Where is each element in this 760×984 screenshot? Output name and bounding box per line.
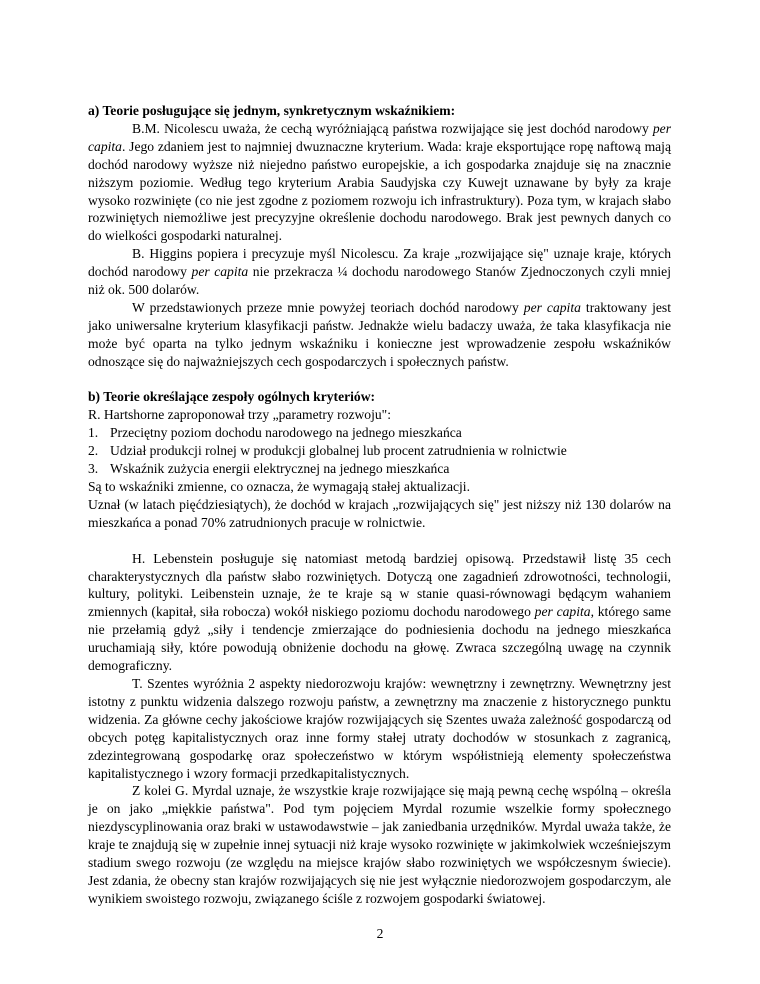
list-number: 2. [88,443,99,459]
blank-line [88,532,671,550]
italic-term: per capita [191,264,249,280]
list-item [88,460,671,478]
page-number: 2 [376,926,384,941]
list-item [88,424,671,442]
text-run: W przedstawionych przeze mnie powyżej teoriach dochód narodowy [132,299,524,315]
section-b-heading: b) Teorie określające zespoły ogólnych kryteriów: [88,389,376,405]
list-item [88,442,671,460]
list-text: Udział produkcji rolnej w produkcji globalnej lub procent zatrudnienia w rolnictwie [110,443,567,459]
paragraph-summary-a [88,299,671,371]
text-run: H. Lebenstein posługuje się natomiast metodą bardziej opisową. Przedstawił listę 35 cech charakterystycznych dla państw słabo rozwiniętych. Dotyczą one zagadnień zdrowotności, technologii, kultury, polityki. Leibenstein uznaje, że te kraje są w stanie quasi-równowagi będącym wahaniem zmiennych (kapitał, siła robocza) wokół niskiego poziomu dochodu narodowego [88,550,671,620]
italic-term: per capita [523,299,581,315]
text-run: traktowany jest jako uniwersalne kryterium klasyfikacji państw. Jednakże wielu badaczy uważa, że taka klasyfikacja nie może być oparta na tylko jednym wskaźniku i konieczne jest wprowadzenie zespołu wskaźników odnoszące się do najważniejszych cech gospodarczych i społecznych państw. [88,299,671,369]
parameters-list [88,424,671,478]
italic-term: per capita [534,604,591,620]
paragraph-higgins [88,245,671,299]
threshold-paragraph: Uznał (w latach pięćdziesiątych), że dochód w krajach „rozwijających się" jest niższy niż 130 dolarów na mieszkańca a ponad 70% zatrudnionych pracuje w rolnictwie. [88,496,671,530]
text-run: B.M. Nicolescu uważa, że cechą wyróżniającą państwa rozwijające się jest dochód narodowy [132,120,653,136]
text-run: . Jego zdaniem jest to najmniej dwuznaczne kryterium. Wada: kraje eksportujące ropę naftową mają dochód narodowy wyższe niż niejedno państwo europejskie, a ich gospodarka znajduje się na znacznie niższym poziomie. Według tego kryterium Arabia Saudyjska czy Kuwejt uznawane by były za kraje wysoko rozwinięte (co nie jest zgodne z poziomem rozwoju ich infrastruktury). Poza tym, w krajach słabo rozwiniętych niemożliwe jest precyzyjne określenie dochodu narodowego. Brak jest pewnych danych co do wielkości gospodarki naturalnej. [88,138,671,244]
hartshorne-intro: R. Hartshorne zaproponował trzy „parametry rozwoju": [88,407,391,423]
text-run: , którego same nie przełamią gdyż „siły i tendencje zmierzające do podniesienia dochodu na jednego mieszkańca uruchamiają siły, które powodują obniżenie dochodu na głowę. Zwraca szczególną uwagę na czynnik demograficzny. [88,604,671,674]
paragraph-lebenstein [88,550,671,675]
section-a-heading: a) Teorie posługujące się jednym, synkretycznym wskaźnikiem: [88,103,456,118]
page-content [88,102,671,908]
blank-line [88,371,671,389]
text-run: B. Higgins popiera i precyzuje myśl Nicolescu. Za kraje „rozwijające się" uznaje kraje, których dochód narodowy [88,246,671,280]
italic-term: per capita [88,120,671,154]
list-number: 3. [88,461,99,477]
text-run: nie przekracza ¼ dochodu narodowego Stanów Zjednoczonych czyli mniej niż ok. 500 dolarów. [88,264,671,298]
paragraph-myrdal: Z kolei G. Myrdal uznaje, że wszystkie kraje rozwijające się mają pewną cechę wspólną – określa je on jako „miękkie państwa". Pod tym pojęciem Myrdal rozumie wszelkie formy społecznego niezdyscyplinowania oraz braki w ustawodawstwie – jak zaniedbania urzędników. Myrdal uważa także, że kraje te znajdują się w zupełnie innej sytuacji niż kraje wysoko rozwinięte w jakimkolwiek wcześniejszym stadium swego rozwoju (ze względu na miejsce krajów słabo rozwiniętych we współczesnym świecie). Jest zdania, że obecny stan krajów rozwijających się nie jest wyłącznie niedorozwojem gospodarczym, ale wynikiem swoistego rozwoju, związanego ściśle z rozwojem gospodarki światowej. [88,783,671,906]
paragraph-nicolescu [88,120,671,245]
list-text: Przeciętny poziom dochodu narodowego na jednego mieszkańca [110,425,462,441]
paragraph-szentes: T. Szentes wyróżnia 2 aspekty niedorozwoju krajów: wewnętrzny i zewnętrzny. Wewnętrzny jest istotny z punktu widzenia dalszego rozwoju państw, a zewnętrzny ma znaczenie z historycznego punktu widzenia. Za główne cechy jakościowe krajów rozwijających się Szentes uważa zależność gospodarczą od obcych potęg kapitalistycznych oraz inne formy stałej utraty dochodów w stosunkach z zagranicą, zdezintegrowaną gospodarkę oraz społeczeństwo w którym współistnieją elementy społeczeństwa kapitalistycznego i wzory formacji przedkapitalistycznych. [88,675,671,781]
variable-indicators-note: Są to wskaźniki zmienne, co oznacza, że wymagają stałej aktualizacji. [88,479,470,495]
list-number: 1. [88,425,99,441]
list-text: Wskaźnik zużycia energii elektrycznej na jednego mieszkańca [110,461,450,477]
